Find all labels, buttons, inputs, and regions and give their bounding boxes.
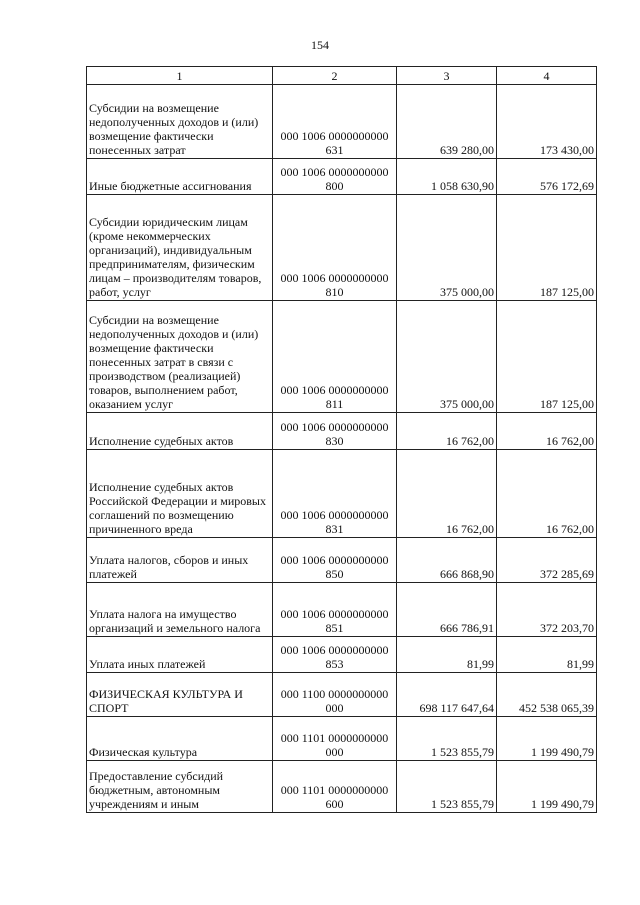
page-number: 154 (311, 38, 329, 52)
row-value-col3: 81,99 (397, 637, 497, 673)
row-value-col3: 666 868,90 (397, 538, 497, 583)
row-value-col3: 1 058 630,90 (397, 159, 497, 195)
row-name: ФИЗИЧЕСКАЯ КУЛЬТУРА И СПОРТ (87, 673, 273, 717)
table-row (87, 761, 597, 813)
row-name: Иные бюджетные ассигнования (87, 159, 273, 195)
row-code-line2: 000 (325, 745, 344, 759)
row-code-line1: 000 1006 0000000000 (280, 607, 389, 621)
row-code-line2: 600 (325, 797, 344, 811)
row-code (273, 761, 397, 813)
header-row (87, 67, 597, 85)
row-code-line1: 000 1006 0000000000 (280, 271, 389, 285)
row-code (273, 673, 397, 717)
row-code-line2: 851 (325, 621, 344, 635)
row-name: Исполнение судебных актов Российской Федерации и мировых соглашений по возмещению причиненного вреда (87, 450, 273, 538)
row-code-line1: 000 1100 0000000000 (280, 687, 389, 701)
row-code (273, 159, 397, 195)
row-code (273, 413, 397, 450)
row-name: Уплата иных платежей (87, 637, 273, 673)
row-value-col3: 698 117 647,64 (397, 673, 497, 717)
table-row (87, 538, 597, 583)
row-code-line1: 000 1006 0000000000 (280, 129, 389, 143)
row-value-col4: 1 199 490,79 (497, 717, 597, 761)
row-code (273, 450, 397, 538)
row-code (273, 637, 397, 673)
row-value-col4: 1 199 490,79 (497, 761, 597, 813)
row-value-col3: 666 786,91 (397, 583, 497, 637)
row-code (273, 85, 397, 159)
row-name: Физическая культура (87, 717, 273, 761)
row-code-line1: 000 1101 0000000000 (280, 731, 389, 745)
row-value-col4: 16 762,00 (497, 413, 597, 450)
row-code (273, 195, 397, 301)
row-name: Субсидии на возмещение недополученных доходов и (или) возмещение фактически понесенных затрат (87, 85, 273, 159)
row-code (273, 538, 397, 583)
row-name: Исполнение судебных актов (87, 413, 273, 450)
row-value-col4: 81,99 (497, 637, 597, 673)
row-code-line2: 810 (325, 285, 344, 299)
row-code-line2: 830 (325, 434, 344, 448)
row-value-col3: 16 762,00 (397, 413, 497, 450)
row-code (273, 717, 397, 761)
row-value-col4: 187 125,00 (497, 301, 597, 413)
row-value-col3: 375 000,00 (397, 301, 497, 413)
table-row (87, 673, 597, 717)
row-code-line2: 853 (325, 657, 344, 671)
header-col-1: 1 (87, 67, 273, 85)
row-value-col3: 1 523 855,79 (397, 761, 497, 813)
row-code-line1: 000 1006 0000000000 (280, 508, 389, 522)
row-name: Субсидии на возмещение недополученных доходов и (или) возмещение фактически понесенных затрат в связи с производством (реализацией) товаров, выполнением работ, оказанием услуг (87, 301, 273, 413)
table-row (87, 717, 597, 761)
row-code-line1: 000 1006 0000000000 (280, 643, 389, 657)
table-row (87, 195, 597, 301)
row-name: Уплата налога на имущество организаций и земельного налога (87, 583, 273, 637)
row-code-line1: 000 1006 0000000000 (280, 165, 389, 179)
header-col-3: 3 (397, 67, 497, 85)
table-row (87, 413, 597, 450)
row-name: Субсидии юридическим лицам (кроме некоммерческих организаций), индивидуальным предпринимателям, физическим лицам – производителям товаров, работ, услуг (87, 195, 273, 301)
row-value-col4: 187 125,00 (497, 195, 597, 301)
row-value-col4: 173 430,00 (497, 85, 597, 159)
row-code-line1: 000 1006 0000000000 (280, 420, 389, 434)
row-code-line1: 000 1006 0000000000 (280, 383, 389, 397)
row-code-line2: 800 (325, 179, 344, 193)
table-row (87, 85, 597, 159)
header-col-4: 4 (497, 67, 597, 85)
row-value-col3: 1 523 855,79 (397, 717, 497, 761)
row-value-col3: 16 762,00 (397, 450, 497, 538)
row-code (273, 583, 397, 637)
table-row (87, 583, 597, 637)
budget-table (86, 66, 597, 813)
row-name: Предоставление субсидий бюджетным, автономным учреждениям и иным (87, 761, 273, 813)
row-code-line2: 000 (325, 701, 344, 715)
table-row (87, 159, 597, 195)
row-code-line2: 850 (325, 567, 344, 581)
row-value-col3: 375 000,00 (397, 195, 497, 301)
row-value-col4: 372 203,70 (497, 583, 597, 637)
row-value-col4: 372 285,69 (497, 538, 597, 583)
row-code-line2: 831 (325, 522, 344, 536)
table-row (87, 637, 597, 673)
row-code-line1: 000 1101 0000000000 (280, 783, 389, 797)
table-body (87, 85, 597, 813)
row-name: Уплата налогов, сборов и иных платежей (87, 538, 273, 583)
row-value-col4: 16 762,00 (497, 450, 597, 538)
header-col-2: 2 (273, 67, 397, 85)
row-code (273, 301, 397, 413)
table-row (87, 301, 597, 413)
row-value-col3: 639 280,00 (397, 85, 497, 159)
row-value-col4: 452 538 065,39 (497, 673, 597, 717)
row-value-col4: 576 172,69 (497, 159, 597, 195)
row-code-line2: 811 (325, 397, 344, 411)
row-code-line1: 000 1006 0000000000 (280, 553, 389, 567)
table-row (87, 450, 597, 538)
row-code-line2: 631 (325, 143, 344, 157)
